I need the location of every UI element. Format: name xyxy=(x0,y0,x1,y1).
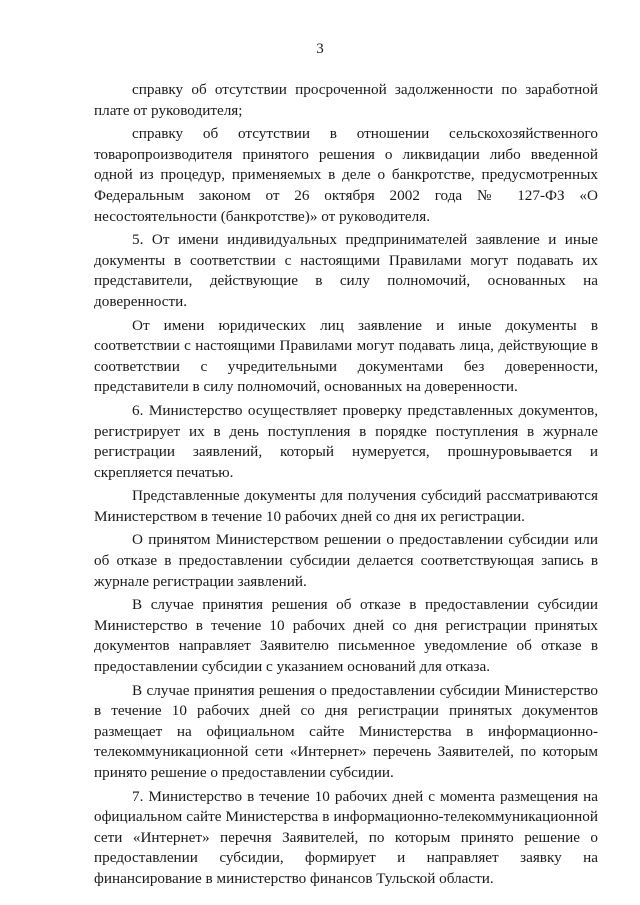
paragraph-salary-debt-certificate: справку об отсутствии просроченной задолженности по заработной плате от руководителя; xyxy=(94,81,598,119)
paragraph-7-funding-request: 7. Министерство в течение 10 рабочих дней с момента размещения на официальном сайте Министерства в информационно-телекоммуникационной сети «Интернет» перечня Заявителей, по которым принято решение о предоставлении субсидии, формирует и направляет заявку на финансирование в министерство финансов Тульской области. xyxy=(94,787,598,887)
paragraph-legal-entity-representatives: От имени юридических лиц заявление и иные документы в соответствии с настоящими Правилами могут подавать лица, действующие в соответствии с учредительными документами без доверенности, представители в силу полномочий, основанных на доверенности. xyxy=(94,316,598,396)
page-number: 3 xyxy=(316,41,324,57)
paragraph-review-period: Представленные документы для получения субсидий рассматриваются Министерством в течение 10 рабочих дней со дня их регистрации. xyxy=(94,487,598,525)
paragraph-approval-publication: В случае принятия решения о предоставлении субсидии Министерство в течение 10 рабочих дней со дня регистрации принятых документов размещает на официальном сайте Министерства в информационно-телекоммуникационной сети «Интернет» перечень Заявителей, по которым принято решение о предоставлении субсидии. xyxy=(94,681,598,781)
paragraph-decision-record: О принятом Министерством решении о предоставлении субсидии или об отказе в предоставлении субсидии делается соответствующая запись в журнале регистрации заявлений. xyxy=(94,531,598,590)
document-body xyxy=(94,80,598,893)
paragraph-5-entrepreneur-representatives: 5. От имени индивидуальных предпринимателей заявление и иные документы в соответствии с настоящими Правилами могут подавать их представители, действующие в силу полномочий, основанных на доверенности. xyxy=(94,231,598,310)
paragraph-bankruptcy-certificate: справку об отсутствии в отношении сельскохозяйственного товаропроизводителя принятого решения о ликвидации либо введенной одной из процедур, применяемых в деле о банкротстве, предусмотренных Федеральным законом от 26 октября 2002 года № 127-ФЗ «О несостоятельности (банкротстве)» от руководителя. xyxy=(94,125,598,225)
paragraph-6-document-registration: 6. Министерство осуществляет проверку представленных документов, регистрирует их в день поступления в порядке поступления в журнале регистрации заявлений, который нумеруется, прошнуровывается и скрепляется печатью. xyxy=(94,401,598,481)
paragraph-refusal-notice: В случае принятия решения об отказе в предоставлении субсидии Министерство в течение 10 рабочих дней со дня регистрации принятых документов направляет Заявителю письменное уведомление об отказе в предоставлении субсидии с указанием оснований для отказа. xyxy=(94,596,598,676)
